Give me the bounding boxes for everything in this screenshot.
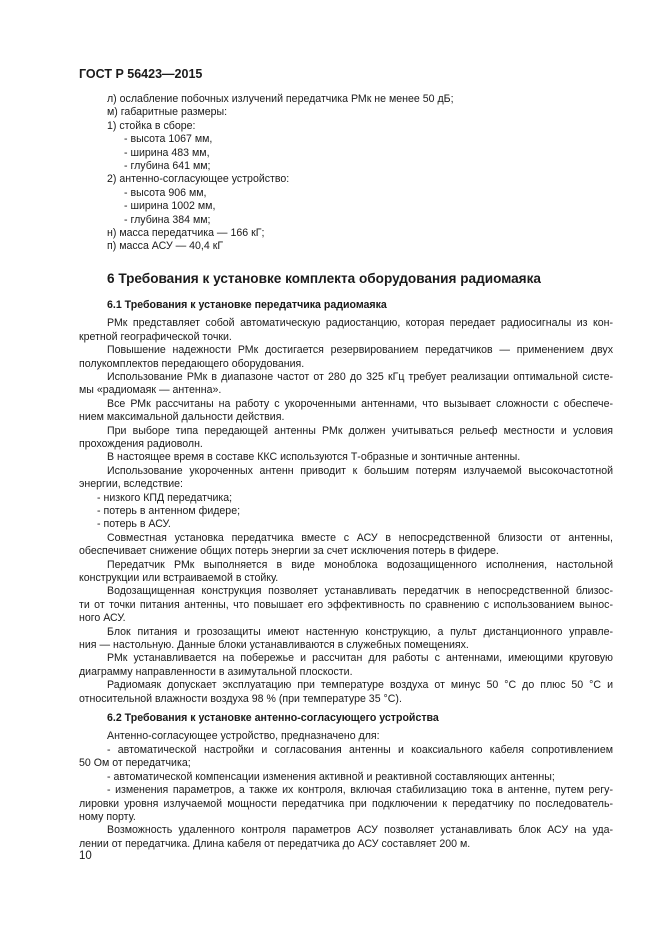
section-6-1-body xyxy=(79,317,613,706)
paragraph-line: кретной географической точки. xyxy=(79,330,232,343)
paragraph-line: конструкции или встраиваемой в стойку. xyxy=(79,572,279,584)
paragraph-line: лировки уровня излучаемой мощности передатчика при подключении к передатчику по последователь- xyxy=(79,797,613,810)
section-6-2-body xyxy=(79,730,613,851)
paragraph-line: В настоящее время в составе ККС используются Т-образные и зонтичные антенны. xyxy=(107,451,521,464)
page-content xyxy=(79,93,613,851)
paragraph-line: Передатчик РМк выполняется в виде моноблока водозащищенного исполнения, настольной xyxy=(107,558,613,571)
spec-list-item: 1) стойка в сборе: xyxy=(107,119,196,132)
paragraph-line: Возможность удаленного контроля параметров АСУ позволяет устанавливать блок АСУ на уда- xyxy=(107,824,613,837)
paragraph-line: - потерь в антенном фидере; xyxy=(97,504,241,517)
spec-list-item: 2) антенно-согласующее устройство: xyxy=(107,173,290,186)
paragraph-line: 50 Ом от передатчика; xyxy=(79,757,191,770)
spec-list-item: п) масса АСУ — 40,4 кГ xyxy=(107,240,224,253)
spec-list-item: - высота 1067 мм, xyxy=(124,133,213,146)
paragraph-line: Антенно-согласующее устройство, предназначено для: xyxy=(107,730,380,743)
spec-list-item: - глубина 641 мм; xyxy=(124,160,211,173)
paragraph-line: Использование РМк в диапазоне частот от 280 до 325 кГц требует реализации оптимальной систе- xyxy=(107,370,613,383)
paragraph-line: нием максимальной дальности действия. xyxy=(79,411,285,424)
paragraph-line: прохождения радиоволн. xyxy=(79,437,203,450)
paragraph-line: Совместная установка передатчика вместе с АСУ в непосредственной близости от антенны, xyxy=(107,531,613,544)
spec-list-item: - ширина 1002 мм, xyxy=(124,200,216,213)
paragraph-line: Использование укороченных антенн приводит к большим потерям излучаемой высокочастотной xyxy=(107,464,613,477)
paragraph-line: обеспечивает снижение общих потерь энергии за счет исключения потерь в фидере. xyxy=(79,545,499,558)
paragraph-line: ти от точки питания антенны, что повышает его эффективность по сравнению с использованием вынос- xyxy=(79,598,613,611)
paragraph-line: Водозащищенная конструкция позволяет устанавливать передатчик в непосредственной близос- xyxy=(107,585,613,598)
spec-list-item: - ширина 483 мм, xyxy=(124,146,210,159)
spec-list-item: - глубина 384 мм; xyxy=(124,213,211,226)
section-6-1-heading: 6.1 Требования к установке передатчика радиомаяка xyxy=(107,298,387,311)
paragraph-line: ному порту. xyxy=(79,810,136,823)
specification-list xyxy=(79,93,613,254)
paragraph-line: полукомплектов передающего оборудования. xyxy=(79,357,305,370)
paragraph-line: мы «радиомаяк — антенна». xyxy=(79,384,222,397)
section-6-2-heading: 6.2 Требования к установке антенно-согласующего устройства xyxy=(107,712,439,725)
paragraph-line: Повышение надежности РМк достигается резервированием передатчиков — применением двух xyxy=(107,344,613,357)
paragraph-line: - низкого КПД передатчика; xyxy=(97,491,233,504)
spec-list-item: л) ослабление побочных излучений передатчика РМк не менее 50 дБ; xyxy=(107,93,454,105)
paragraph-line: относительной влажности воздуха 98 % (при температуре 35 °С). xyxy=(79,692,402,705)
paragraph-line: энергии, вследствие: xyxy=(79,478,183,491)
paragraph-line: - автоматической настройки и согласования антенны и коаксиального кабеля сопротивлением xyxy=(107,743,613,756)
paragraph-line: лении от передатчика. Длина кабеля от передатчика до АСУ составляет 200 м. xyxy=(79,837,471,850)
section-6-heading: 6 Требования к установке комплекта оборудования радиомаяка xyxy=(107,270,541,286)
spec-list-item: м) габаритные размеры: xyxy=(107,106,228,119)
paragraph-line: РМк устанавливается на побережье и рассчитан для работы с антеннами, имеющими круговую xyxy=(107,652,613,665)
paragraph-line: ного АСУ. xyxy=(79,612,126,625)
paragraph-line: - изменения параметров, а также их контроля, включая стабилизацию тока в антенне, путем регу- xyxy=(107,784,613,797)
paragraph-line: - потерь в АСУ. xyxy=(97,518,171,531)
page-number: 10 xyxy=(79,850,92,862)
paragraph-line: При выборе типа передающей антенны РМк должен учитываться рельеф местности и условия xyxy=(107,424,613,437)
paragraph-line: РМк представляет собой автоматическую радиостанцию, которая передает радиосигналы из кон- xyxy=(107,317,613,330)
document-header: ГОСТ Р 56423—2015 xyxy=(79,67,203,81)
paragraph-line: Радиомаяк допускает эксплуатацию при температуре воздуха от минус 50 °С до плюс 50 °С и xyxy=(107,679,613,692)
paragraph-line: Все РМк рассчитаны на работу с укороченными антеннами, что вызывает сложности с обеспече- xyxy=(107,397,613,410)
paragraph-line: ния — настольную. Данные блоки устанавливаются в служебных помещениях. xyxy=(79,639,469,652)
spec-list-item: - высота 906 мм, xyxy=(124,186,207,199)
paragraph-line: Блок питания и грозозащиты имеют настенную конструкцию, а пульт дистанционного управле- xyxy=(107,625,613,638)
paragraph-line: - автоматической компенсации изменения активной и реактивной составляющих антенны; xyxy=(107,770,555,783)
paragraph-line: диаграмму направленности в азимутальной плоскости. xyxy=(79,665,353,678)
spec-list-item: н) масса передатчика — 166 кГ; xyxy=(107,227,265,240)
